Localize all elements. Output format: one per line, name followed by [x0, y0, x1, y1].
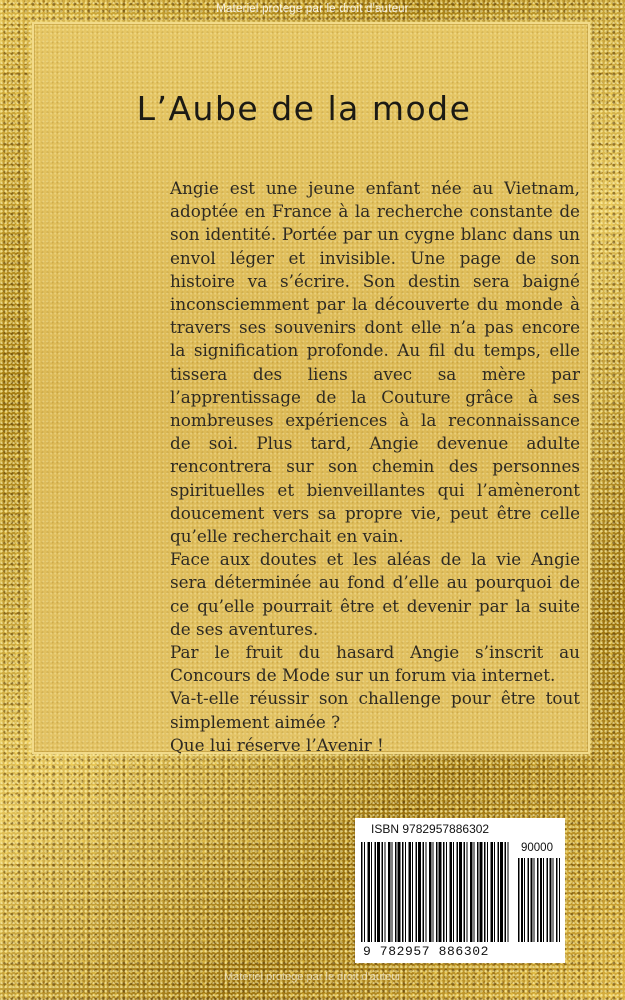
price-barcode-bars: [518, 858, 560, 942]
price-code: 90000: [521, 842, 553, 854]
blurb-paragraph-1: Angie est une jeune enfant née au Vietnam, adoptée en France à la recherche constante de son identité. Portée par un cygne blanc dans un envol léger et invisible. Une page de son histoire va s’écrire. Son destin sera baigné inconsciemment par la découverte du monde à travers ses souvenirs dont elle n’a pas encore la signification profonde. Au fil du temps, elle tissera des liens avec sa mère par l’apprentissage de la Couture grâce à ses nombreuses expériences à la reconnaissance de soi. Plus tard, Angie devenue adulte rencontrera sur son chemin des personnes spirituelles et bienveillantes qui l’amèneront doucement vers sa propre vie, peut être celle qu’elle recherchait en vain.: [170, 178, 580, 547]
barcode-box: [355, 818, 565, 963]
blurb-paragraph-3: Par le fruit du hasard Angie s’inscrit au Concours de Mode sur un forum via internet.: [170, 642, 580, 686]
copyright-watermark-bottom: Materiel protege par le droit d'auteur: [224, 971, 401, 983]
isbn-label: ISBN 9782957886302: [371, 822, 490, 836]
barcode-digits: 9 782957 886302: [363, 944, 490, 959]
book-title: L’Aube de la mode: [136, 89, 472, 128]
copyright-watermark-top: Materiel protege par le droit d'auteur: [216, 3, 409, 15]
isbn-barcode-bars: [361, 842, 511, 942]
blurb-paragraph-2: Face aux doutes et les aléas de la vie Angie sera déterminée au fond d’elle au pourquoi de ce qu’elle pourrait être et devenir par la suite de ses aventures.: [170, 549, 580, 639]
blurb-paragraph-5: Que lui réserve l’Avenir !: [170, 734, 384, 755]
blurb-text: [170, 177, 580, 757]
blurb-paragraph-4: Va-t-elle réussir son challenge pour être tout simplement aimée ?: [170, 688, 580, 732]
